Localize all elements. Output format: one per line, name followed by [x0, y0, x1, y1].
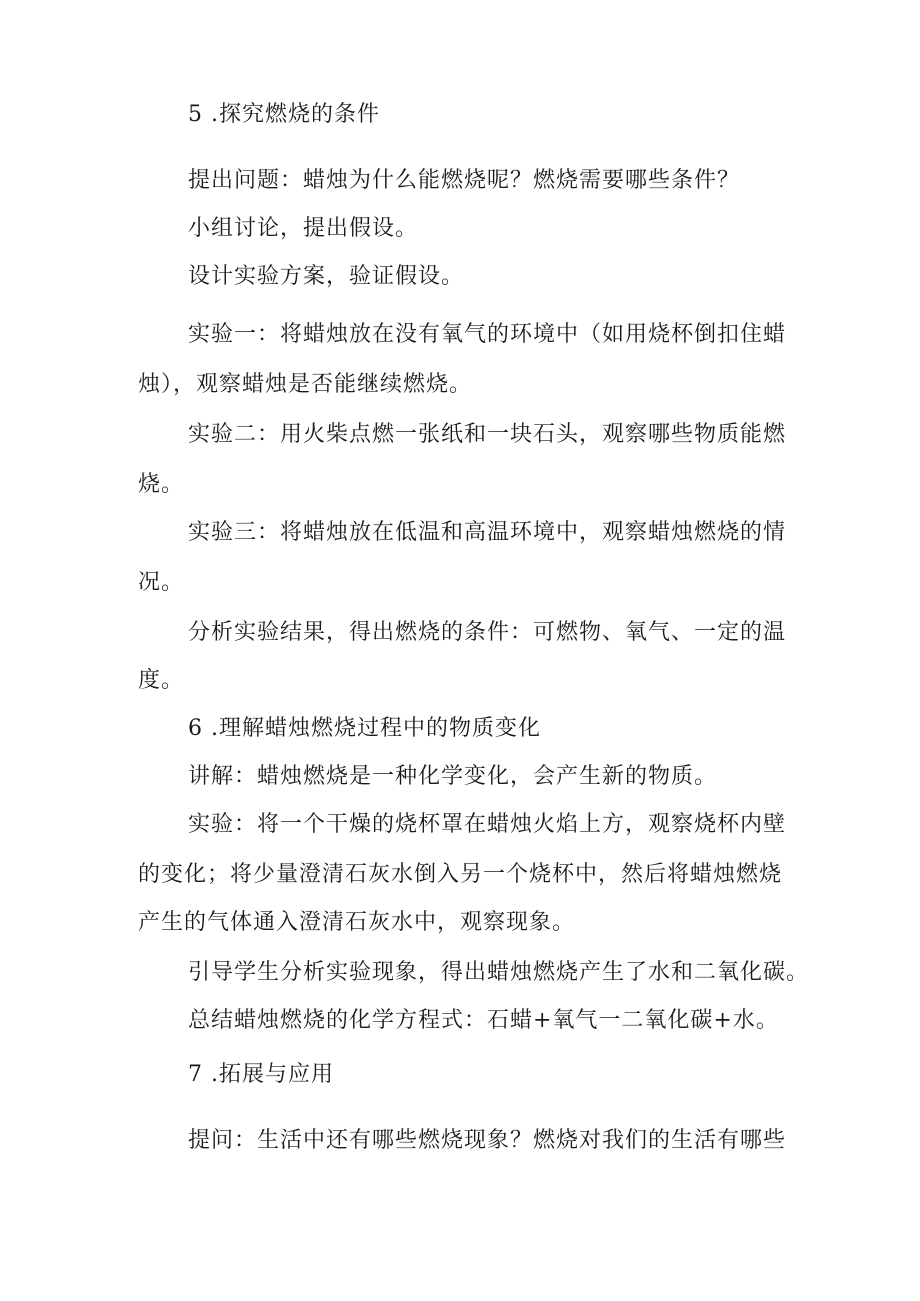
experiment-3-line-2: 况。: [138, 570, 185, 595]
section-6-guide: 引导学生分析实验现象，得出蜡烛燃烧产生了水和二氧化碳。: [188, 960, 810, 985]
section-5-discussion: 小组讨论，提出假设。: [188, 216, 419, 241]
section-5-heading: 5 .探究燃烧的条件: [188, 102, 380, 127]
experiment-1-line-2: 烛），观察蜡烛是否能继续燃烧。: [138, 372, 473, 397]
analysis-line-2: 度。: [138, 668, 185, 693]
section-6-experiment-line-3: 产生的气体通入澄清石灰水中，观察现象。: [138, 910, 576, 935]
section-7-heading: 7 .拓展与应用: [188, 1062, 334, 1087]
section-6-heading: 6 .理解蜡烛燃烧过程中的物质变化: [188, 716, 541, 741]
section-6-experiment-line-2: 的变化；将少量澄清石灰水倒入另一个烧杯中，然后将蜡烛燃烧: [138, 862, 783, 887]
experiment-3-line-1: 实验三：将蜡烛放在低温和高温环境中，观察蜡烛燃烧的情: [188, 520, 787, 545]
section-5-design: 设计实验方案，验证假设。: [188, 264, 465, 289]
section-6-summary: 总结蜡烛燃烧的化学方程式：石蜡+氧气一二氧化碳+水。: [188, 1008, 779, 1033]
section-7-question: 提问：生活中还有哪些燃烧现象？燃烧对我们的生活有哪些: [188, 1128, 787, 1153]
section-6-lecture: 讲解：蜡烛燃烧是一种化学变化，会产生新的物质。: [188, 764, 718, 789]
section-6-experiment-line-1: 实验：将一个干燥的烧杯罩在蜡烛火焰上方，观察烧杯内壁: [188, 812, 787, 837]
analysis-line-1: 分析实验结果，得出燃烧的条件：可燃物、氧气、一定的温: [188, 620, 787, 645]
experiment-2-line-2: 烧。: [138, 472, 185, 497]
experiment-1-line-1: 实验一：将蜡烛放在没有氧气的环境中（如用烧杯倒扣住蜡: [188, 322, 787, 347]
section-5-question: 提出问题：蜡烛为什么能燃烧呢？燃烧需要哪些条件？: [188, 168, 741, 193]
experiment-2-line-1: 实验二：用火柴点燃一张纸和一块石头，观察哪些物质能燃: [188, 422, 787, 447]
